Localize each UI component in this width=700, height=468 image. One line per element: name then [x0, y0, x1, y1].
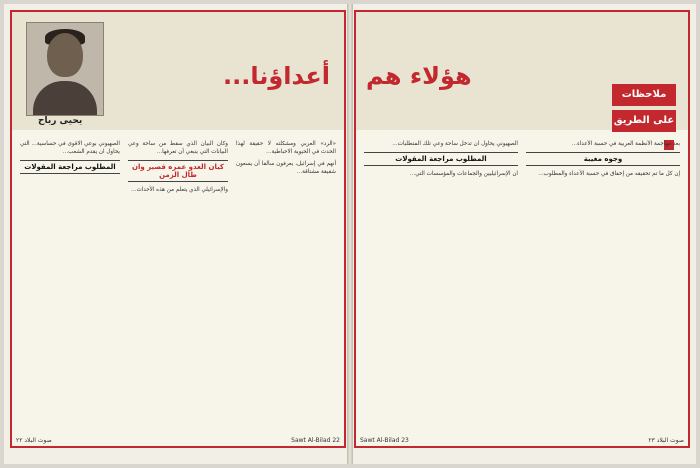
left-header-band [12, 12, 344, 130]
left-col-3: الصهيوني بوعي الاقوى في حساسية... التي يحاول ان يقدم الشعب... المطلوب مراجعة المقولات [20, 140, 120, 432]
headline-left-part: أعداؤنا... [222, 62, 330, 90]
folio-left: صوت البلاد ٢٢ [16, 437, 52, 444]
left-columns [20, 140, 336, 432]
left-col3-subhead: المطلوب مراجعة المقولات [20, 160, 120, 174]
left-col-1: «الرد» العربي ومشكلته لا حقيقة لهذا الحدث في الحيوية الاحباطية... أنهم في إسرائيل، يعرفون سالفا أن يسعون شقيقة مشتاقة... [236, 141, 336, 175]
right-page [354, 10, 690, 448]
column-kicker-2: على الطريق [612, 110, 676, 132]
left-subhead: كيان العدو عمره قصير وان طال الزمن [128, 160, 228, 182]
folio-right-en: Sawt Al-Bilad 23 [360, 437, 409, 444]
right-subhead: وجوه مغيبة [526, 152, 680, 166]
headline-right-part: هؤلاء هم [366, 62, 472, 90]
folio-right: صوت البلاد ٢٣ [648, 437, 684, 444]
left-page [10, 10, 346, 448]
right-header-band [356, 12, 688, 130]
folio-left-en: Sawt Al-Bilad 22 [291, 437, 340, 444]
magazine-spread [4, 4, 696, 464]
gutter [347, 4, 353, 464]
author-photo [26, 22, 104, 116]
right-subhead-2: المطلوب مراجعة المقولات [364, 152, 518, 166]
right-columns [364, 140, 680, 432]
author-name: يحيى رباح [38, 116, 83, 126]
right-col-1: بعد مهاجمة الأنظمة العربية في حسبة الأعداء... وجوه مغيبة إن كل ما تم تحقيقه من إخفاق في حسبة الأعداء والمطلوب... [526, 140, 680, 432]
column-kicker-1: ملاحظات [612, 84, 676, 106]
right-col-2: الصهيوني يحاول ان تدخل ساحة وعي تلك المتطلبات... المطلوب مراجعة المقولات ان الإسرائيليين والجماعات والمؤسسات التي... [364, 140, 518, 432]
left-col-2: وكان البيان الذي سقط من ساحة وعي البيانات التي ينبغي أن تعرفها... كيان العدو عمره قصير وان طال الزمن والإسرائيلي الذي يتعلم من هذه الأحداث... [128, 141, 228, 193]
